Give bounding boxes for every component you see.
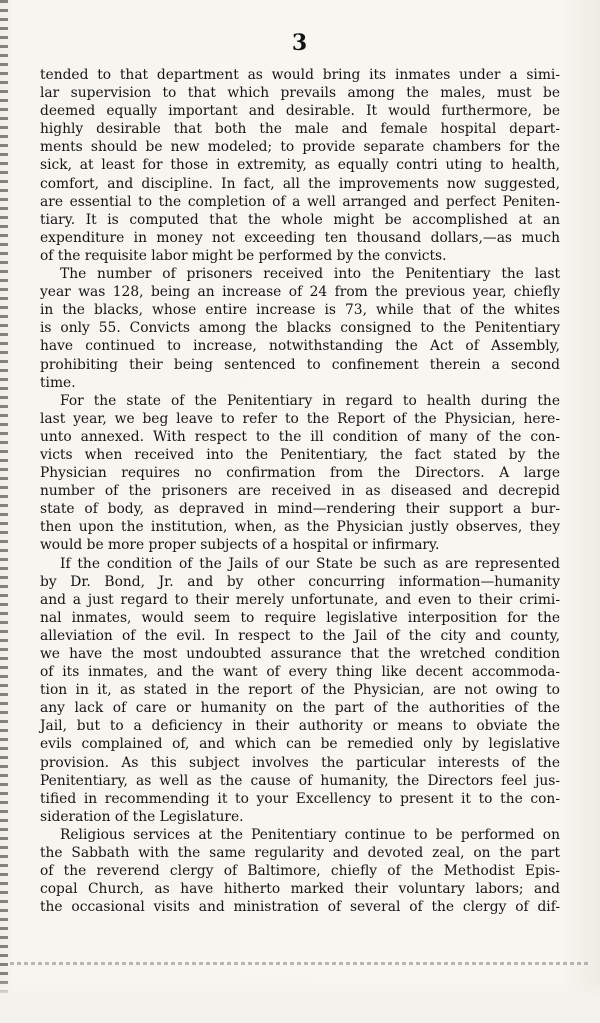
text-line: last year, we beg leave to refer to the Report of the Physician, here- — [40, 410, 560, 427]
text-line: prohibiting their being sentenced to confinement therein a second — [40, 356, 560, 373]
text-line: number of the prisoners are received in as diseased and decrepid — [40, 483, 560, 500]
scan-binding-edge — [0, 0, 8, 1023]
text-line: sick, at least for those in extremity, as equally contri uting to health, — [40, 157, 560, 174]
cut-off-text-edge — [10, 962, 590, 965]
page-bottom-fade — [0, 980, 600, 1023]
text-line: the Sabbath with the same regularity and devoted zeal, on the part — [40, 845, 560, 862]
text-line: expenditure in money not exceeding ten thousand dollars,—as much — [40, 229, 560, 246]
text-line: lar supervision to that which prevails among the males, must be — [40, 85, 560, 102]
text-line: Religious services at the Penitentiary continue to be performed on — [60, 826, 560, 843]
text-line: The number of prisoners received into the Penitentiary the last — [60, 266, 560, 283]
text-line: are essential to the completion of a well arranged and perfect Peniten- — [40, 193, 560, 210]
text-line: tended to that department as would bring its inmates under a simi- — [40, 67, 560, 83]
page-number: 3 — [291, 30, 309, 56]
text-line: the occasional visits and ministration of several of the clergy of dif- — [40, 899, 560, 916]
text-line: we have the most undoubted assurance that the wretched condition — [40, 646, 560, 662]
text-line: provision. As this subject involves the particular interests of the — [40, 754, 560, 771]
text-line: victs when received into the Penitentiary, the fact stated by the — [40, 446, 560, 463]
text-line: copal Church, as have hitherto marked their voluntary labors; and — [40, 881, 560, 898]
text-line: by Dr. Bond, Jr. and by other concurring information—humanity — [40, 573, 560, 590]
text-line: For the state of the Penitentiary in regard to health during the — [60, 392, 560, 409]
text-line: deemed equally important and desirable. It would furthermore, be — [40, 103, 560, 120]
text-line: any lack of care or humanity on the part of the authorities of the — [40, 700, 560, 717]
text-line: of its inmates, and the want of every thing like decent accommoda- — [40, 664, 560, 681]
text-line: ments should be new modeled; to provide separate chambers for the — [40, 139, 560, 156]
text-line: alleviation of the evil. In respect to the Jail of the city and county, — [40, 627, 560, 644]
text-line: tion in it, as stated in the report of the Physician, are not owing to — [40, 682, 560, 699]
text-line: of the requisite labor might be performed by the convicts. — [40, 247, 447, 264]
text-line: evils complained of, and which can be remedied only by legislative — [40, 736, 560, 753]
body-text — [40, 66, 560, 916]
text-line: unto annexed. With respect to the ill condition of many of the con- — [40, 428, 560, 445]
text-line: would be more proper subjects of a hospital or infirmary. — [40, 537, 440, 554]
text-line: If the condition of the Jails of our State be such as are represented — [60, 555, 560, 572]
text-line: and a just regard to their merely unfortunate, and even to their crimi- — [40, 591, 560, 608]
text-line: state of body, as depraved in mind—rendering their support a bur- — [40, 501, 560, 518]
text-line: comfort, and discipline. In fact, all the improvements now suggested, — [40, 175, 560, 192]
text-line: Physician requires no confirmation from the Directors. A large — [40, 465, 560, 482]
text-line: Jail, but to a deficiency in their authority or means to obviate the — [40, 718, 560, 735]
text-line: of the reverend clergy of Baltimore, chiefly of the Methodist Epis- — [40, 863, 560, 880]
text-line: highly desirable that both the male and female hospital depart- — [40, 121, 560, 138]
text-line: Penitentiary, as well as the cause of humanity, the Directors feel jus- — [40, 772, 560, 789]
text-line: tified in recommending it to your Excellency to present it to the con- — [40, 790, 560, 807]
text-line: have continued to increase, notwithstanding the Act of Assembly, — [40, 338, 560, 355]
text-line: nal inmates, would seem to require legislative interposition for the — [40, 609, 560, 626]
text-line: is only 55. Convicts among the blacks consigned to the Penitentiary — [40, 320, 560, 337]
text-line: then upon the institution, when, as the Physician justly observes, they — [40, 519, 560, 536]
text-line: sideration of the Legislature. — [40, 808, 244, 825]
text-line: in the blacks, whose entire increase is 73, while that of the whites — [40, 302, 560, 319]
text-line: time. — [40, 374, 76, 391]
text-line: year was 128, being an increase of 24 from the previous year, chiefly — [40, 284, 560, 301]
text-line: tiary. It is computed that the whole might be accomplished at an — [40, 211, 560, 228]
